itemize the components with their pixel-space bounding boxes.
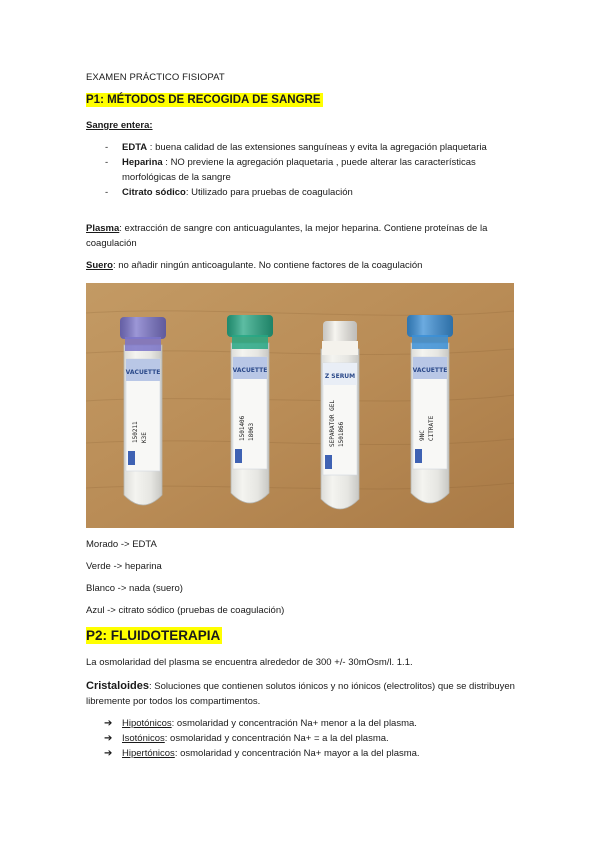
section2-heading-text: P2: FLUIDOTERAPIA [86,628,221,643]
cristaloides-text: : Soluciones que contienen solutos iónicos y no iónicos (electrolitos) que se distribuyen libremente por todos los compartimentos. [86,681,515,707]
type-term: Hipotónicos [122,718,172,729]
section1-heading [86,94,323,106]
tube-cap-shade [227,315,273,337]
color-map-item: Azul -> citrato sódico (pruebas de coagulación) [86,605,285,616]
tube-marker [235,449,242,463]
tube-label-line: 18063 [248,422,255,441]
type-text: : osmolaridad y concentración Na+ menor a la del plasma. [171,718,417,729]
blood-tube [227,315,273,503]
arrow-icon: ➔ [104,748,113,759]
cristaloides-paragraph [86,679,516,709]
tube-label-line: CITRATE [428,415,435,441]
blood-tubes-photo [86,283,514,528]
type-term: Isotónicos [122,733,165,744]
list-item-text: : NO previene la agregación plaquetaria , puede alterar las características morfológicas de la sangre [122,157,476,183]
cristaloides-term: Cristaloides [86,680,149,692]
blood-tube [407,315,453,503]
color-map-item: Morado -> EDTA [86,539,157,550]
list-item [104,731,420,746]
arrow-icon: ➔ [104,733,113,744]
osmolaridad-paragraph: La osmolaridad del plasma se encuentra alrededor de 300 +/- 30mOsm/l. 1.1. [86,657,413,668]
tube-cap-shade [120,317,166,339]
blood-tube [120,317,166,505]
tube-marker [128,451,135,465]
arrow-icon: ➔ [104,718,113,729]
section1-heading-text: P1: MÉTODOS DE RECOGIDA DE SANGRE [86,94,321,106]
plasma-term: Plasma [86,223,120,234]
tube-label-line: 1501406 [239,415,246,441]
tube-marker [415,449,422,463]
tube-label-line: SEPARATOR GEL [329,400,336,447]
list-item [104,746,420,761]
list-item [86,156,506,185]
tube-label-line: 150211 [132,421,139,443]
tube-cap-shade [407,315,453,337]
cristaloides-types-list [104,716,420,761]
tube-cap-base [322,341,358,355]
list-item [86,186,506,201]
bullet-dash: - [105,157,109,168]
tube-label-line: K3E [141,432,148,443]
list-item-text: : Utilizado para pruebas de coagulación [185,186,353,198]
list-item-term: EDTA [122,142,148,153]
plasma-paragraph [86,222,516,251]
tube-cap-base [125,337,161,351]
suero-paragraph [86,259,516,274]
section2-heading [86,628,222,643]
tube-label-brand: Z SERUM [324,373,356,380]
tube-label-brand: VACUETTE [412,367,448,374]
list-item [104,716,420,731]
blood-tube [321,321,359,509]
tube-label-brand: VACUETTE [125,369,161,376]
type-text: : osmolaridad y concentración Na+ = a la del plasma. [164,733,389,744]
type-text: : osmolaridad y concentración Na+ mayor a la del plasma. [174,748,420,759]
suero-text: : no añadir ningún anticoagulante. No contiene factores de la coagulación [112,260,423,271]
tube-cap-base [412,335,448,349]
type-term: Hipertónicos [122,748,175,759]
tube-cap-shade [323,321,357,343]
tube-marker [325,455,332,469]
tube-label-line: 9NC [419,430,426,441]
list-item-term: Citrato sódico [122,186,186,198]
plasma-text: : extracción de sangre con anticuagulantes, la mejor heparina. Contiene proteínas de la coagulación [86,223,488,249]
bullet-dash: - [105,142,109,153]
sangre-entera-list [86,141,506,201]
tube-label-line: 1501866 [338,421,345,447]
tube-label-brand: VACUETTE [232,367,268,374]
color-map-item: Blanco -> nada (suero) [86,583,183,594]
tube-cap-base [232,335,268,349]
sangre-entera-label: Sangre entera: [86,120,153,131]
suero-term: Suero [86,260,113,271]
list-item-term: Heparina [122,157,163,168]
color-map-item: Verde -> heparina [86,561,162,572]
document-title: EXAMEN PRÁCTICO FISIOPAT [86,72,225,83]
list-item-text: : buena calidad de las extensiones sanguíneas y evita la agregación plaquetaria [147,142,487,153]
bullet-dash: - [105,186,109,198]
list-item [86,141,506,156]
